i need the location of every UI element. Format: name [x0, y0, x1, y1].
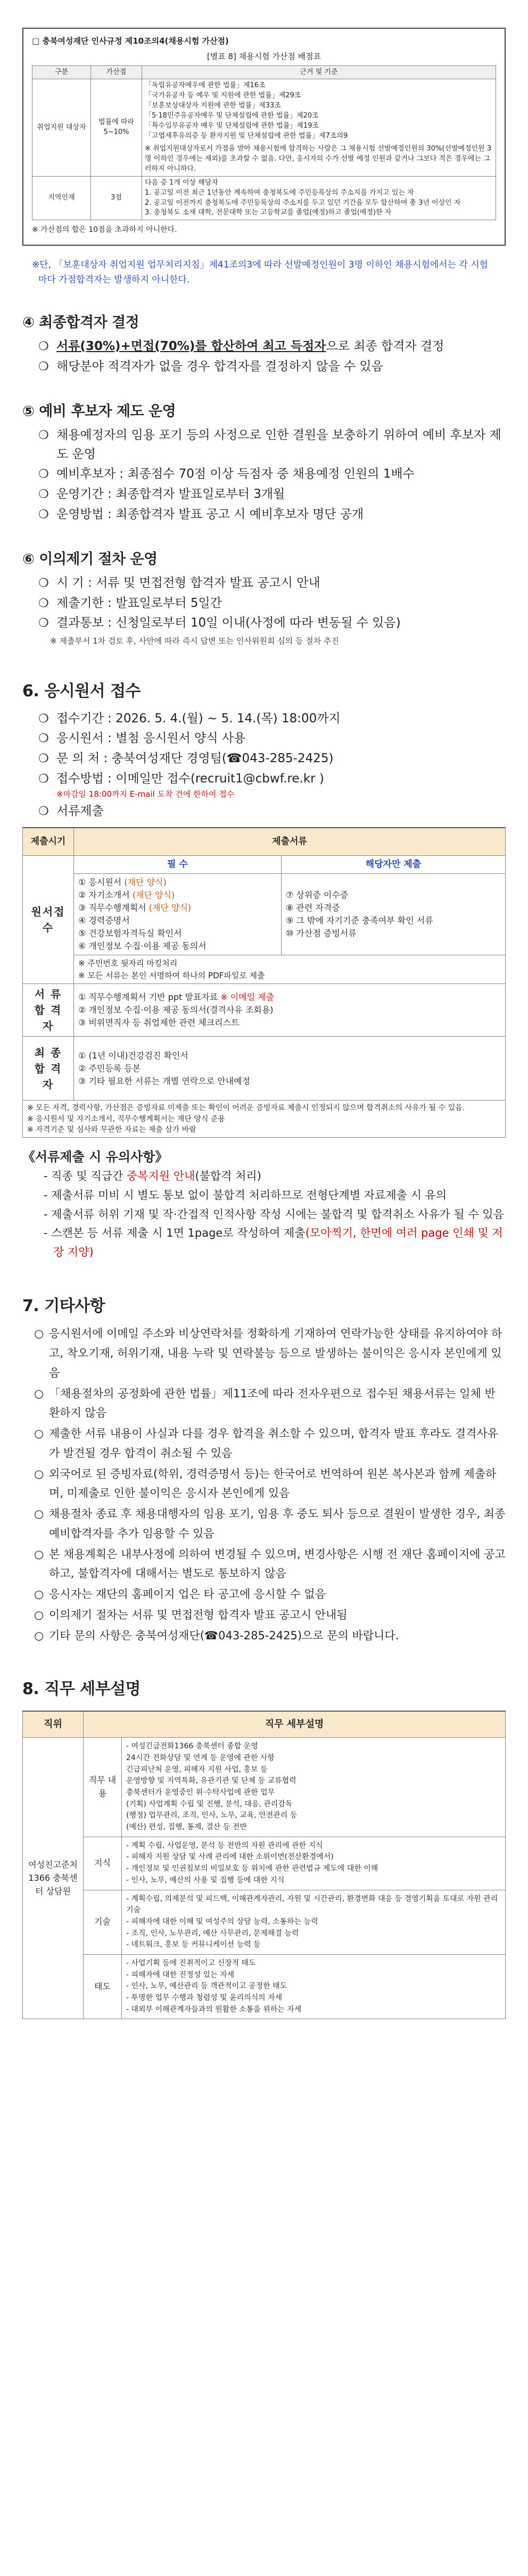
bullet-icon: ❍	[38, 616, 49, 630]
caution-list	[22, 1167, 506, 1262]
reserve-candidate-heading: ⑤ 예비 후보자 제도 운영	[22, 403, 176, 420]
required-doc: ⑤ 건강보험자격득실 확인서	[78, 928, 182, 939]
ref-row-points: 3점	[91, 176, 142, 220]
reserve-item-text: 채용예정자의 임용 포기 등의 사정으로 인한 결원을 보충하기 위하여 예비 후보자 제도 운영	[56, 428, 501, 461]
applicable-docs	[282, 874, 506, 955]
bullet-icon: ○	[34, 1629, 44, 1642]
applicable-header: 해당자만 제출	[282, 855, 506, 874]
bonus-points-table	[32, 65, 496, 221]
duty-detail: - 계획수립, 의제분석 및 피드백, 이해관계자관리, 자원 및 시간관리, 환경변화 대응 등 경영기획을 토대로 자원 관리 기술 - 피해자에 대한 이해 및 여성주의 상담 능력, 소통하는 능력 - 조직, 인사, 노무관리, 예산 사무관리, 문제해결 능력 - 네트워크, 홍보 등 커뮤니케이션 능력 등	[122, 1890, 506, 1954]
ref-col-basis: 근거 및 기준	[142, 65, 496, 79]
required-doc: ⑥ 개인정보 수집·이용 제공 동의서	[78, 941, 207, 952]
basis-line: 다음 중 1개 이상 해당자	[145, 178, 218, 187]
application-period: 접수기간 : 2026. 5. 4.(월) ~ 5. 14.(목) 18:00까지	[56, 711, 341, 726]
stage-document-pass: 서 류 합 격 자	[23, 984, 74, 1037]
submission-documents-table	[22, 827, 506, 1138]
final-pass-criteria: 서류(30%)+면접(70%)를 합산하여 최고 득점자	[56, 339, 326, 353]
bullet-icon: ❍	[38, 360, 49, 373]
objection-item	[22, 614, 506, 633]
final-pass-heading: ④ 최종합격자 결정	[22, 314, 139, 331]
duty-heading: 8. 직무 세부설명	[22, 1680, 141, 1699]
misc-item: ○ 제출한 서류 내용이 사실과 다를 경우 합격을 취소할 수 있으며, 합격자 발표 후라도 결격사유가 발견될 경우 합격이 취소될 수 있음	[22, 1424, 506, 1463]
duty-detail: - 여성긴급전화1366 충북센터 종합 운영 24시간 전화상담 및 연계 등 운영에 관한 사항 긴급피난처 운영, 피해자 지원 사업, 홍보 등 운영방향 및 지역특화, 유관기관 및 단체 등 교류협력 충북센터가 운영중인 위·수탁사업에 관한 업무 (기획) 사업계획 수립 및 진행, 분석, 대응, 관리감독 (행정) 업무관리, 조직, 인사, 노무, 교육, 안전관리 등 (예산) 편성, 집행, 통제, 결산 등 전반	[122, 1738, 506, 1837]
objection-item	[22, 594, 506, 613]
stage-note: ※ 모든 서류는 본인 서명하여 하나의 PDF파일로 제출	[78, 970, 265, 980]
application-stage-notes	[74, 955, 506, 984]
duty-category: 태도	[84, 1954, 122, 2019]
document-pass-docs	[74, 984, 506, 1037]
duty-category: 기술	[84, 1890, 122, 1954]
bullet-icon: ❍	[38, 752, 49, 766]
duty-category: 직무 내용	[84, 1738, 122, 1837]
deadline-note: ※마감일 18:00까지 E-mail 도착 건에 한하여 접수	[56, 789, 235, 799]
ref-row-category: 지역인재	[32, 176, 91, 220]
col-stage: 제출시기	[23, 828, 74, 855]
misc-item: ○ 외국어로 된 증빙자료(학위, 경력증명서 등)는 한국어로 번역하여 원본 복사본과 함께 제출하며, 미제출로 인한 불이익은 응시자 본인에게 있음	[22, 1464, 506, 1504]
final-pass-docs	[74, 1037, 506, 1101]
ref-row-points: 법률에 따라 5~10%	[91, 79, 142, 177]
applicable-doc: ⑦ 상위증 이수증	[286, 890, 349, 901]
bullet-icon: ❍	[38, 772, 49, 786]
ref-box-title: □ 충북여성재단 인사규정 제10조의4(채용시험 가산점)	[32, 36, 229, 46]
bullet-icon: ❍	[38, 596, 49, 610]
bullet-icon: ○	[34, 1507, 44, 1520]
reserve-item	[22, 465, 506, 484]
col-position: 직위	[23, 1711, 84, 1738]
final-pass-item	[22, 357, 506, 377]
bullet-icon: ○	[34, 1387, 44, 1400]
reserve-item	[22, 426, 506, 464]
ref-row-local-talent	[32, 176, 496, 220]
basis-note: ※ 취업지원대상자로서 가점을 받아 채용시험에 합격하는 사람은 그 채용시험 선발예정인원의 30%(선발예정인원 3명 이하인 경우에는 제외)를 초과할 수 없음. 다만, 응시자의 수가 선발 예정 인원과 같거나 그보다 적은 경우에는 그러하지 아니하다.	[145, 145, 492, 173]
document-pass-doc: ① 직무수행계획서 기반 ppt 발표자료 ※ 이메일 제출	[78, 992, 275, 1003]
caution-heading: 《서류제출 시 유의사항》	[22, 1149, 168, 1165]
ref-row-basis	[142, 176, 496, 220]
ref-row-veterans	[32, 79, 496, 177]
application-form: 응시원서 : 별첨 응시원서 양식 사용	[56, 731, 246, 746]
basis-line: 「5·18민주유공자예우 및 단체설립에 관한 법률」제20조	[145, 111, 319, 120]
bullet-icon: ❍	[38, 577, 49, 590]
required-header: 필 수	[74, 855, 282, 874]
applicable-doc: ⑩ 가산점 증빙서류	[286, 928, 357, 939]
required-docs	[74, 874, 282, 955]
bullet-icon: ○	[34, 1588, 44, 1600]
basis-line: 「특수임무유공자 예우 및 단체설립에 관한 법률」제19조	[145, 121, 319, 130]
reserve-item	[22, 485, 506, 504]
ref-box-subtitle: [별표 8] 채용시험 가산점 배점표	[207, 52, 321, 62]
basis-line: 3. 충청북도 소재 대학, 전문대학 또는 고등학교를 졸업(예정)하고 졸업(예정)한 자	[145, 209, 392, 217]
bullet-icon: ❍	[38, 732, 49, 746]
objection-item-text: 결과통보 : 신청일로부터 10일 이내(사정에 따라 변동될 수 있음)	[56, 616, 401, 630]
misc-item: ○ 이의제기 절차는 서류 및 면접전형 합격자 발표 공고시 안내됨	[22, 1605, 506, 1625]
stage-note: ※ 주민번호 뒷자리 마킹처리	[78, 958, 178, 969]
required-doc: ② 자기소개서 (재단 양식)	[78, 890, 175, 901]
final-pass-text: 해당분야 적격자가 없을 경우 합격자를 결정하지 않을 수 있음	[56, 359, 383, 373]
bullet-icon: ○	[34, 1327, 44, 1340]
objection-note: ※ 제출부서 1차 검토 후, 사안에 따라 즉시 답변 또는 인사위원회 심의 등 절차 추진	[50, 636, 339, 646]
reserve-item	[22, 505, 506, 524]
misc-item: ○ 채용절차 종료 후 채용대행자의 임용 포기, 임용 후 중도 퇴사 등으로 결원이 발생한 경우, 최종 예비합격자를 추가 임용할 수 있음	[22, 1504, 506, 1544]
bullet-icon: ❍	[38, 429, 49, 443]
stage-application: 원서접수	[23, 855, 74, 984]
bullet-icon: ❍	[38, 339, 49, 353]
application-item	[22, 710, 506, 729]
ref-row-category: 취업지원 대상자	[32, 79, 91, 177]
applicable-doc: ⑨ 그 밖에 자기기준 충족여부 확인 서류	[286, 915, 433, 926]
ref-box-footnote: ※ 가산점의 합은 10점을 초과하지 아니한다.	[32, 226, 177, 235]
misc-item: ○ 「채용절차의 공정화에 관한 법률」제11조에 따라 전자우편으로 접수된 채용서류는 일체 반환하지 않음	[22, 1384, 506, 1423]
bullet-icon: ○	[34, 1547, 44, 1561]
basis-line: 「보훈보상대상자 지원에 관한 법률」제33조	[145, 102, 281, 110]
table-footnote: ※ 모든 자격, 경력사항, 가산점은 증빙자료 미제출 또는 확인이 어려운 증빙자료 제출시 인정되지 않으며 합격취소의 사유가 될 수 있음.	[27, 1104, 465, 1113]
duty-category: 지식	[84, 1837, 122, 1890]
ref-col-points: 가산점	[91, 65, 142, 79]
final-pass-text: 으로 최종 합격자 결정	[326, 339, 444, 353]
reserve-item-text: 예비후보자 : 최종점수 70점 이상 득점자 중 채용예정 인원의 1배수	[56, 467, 415, 481]
application-item	[22, 729, 506, 748]
final-pass-doc: ② 주민등록 등본	[78, 1063, 141, 1073]
col-documents: 제출서류	[74, 828, 506, 855]
application-email-link[interactable]: 접수방법 : 이메일만 접수(recruit1@cbwf.re.kr )	[56, 771, 324, 786]
basis-line: 2. 공고일 이전까지 충청북도에 주민등록상의 주소지를 두고 있던 기간을 모두 합산하여 총 3년 이상인 자	[145, 198, 461, 207]
ref-col-category: 구분	[32, 65, 91, 79]
table-footnote: ※ 응시원서 및 자기소개서, 직무수행계획서는 재단 양식 준용	[27, 1114, 225, 1123]
application-heading: 6. 응시원서 접수	[22, 682, 141, 701]
final-pass-item	[22, 337, 506, 356]
bullet-icon: ❍	[38, 468, 49, 481]
basis-line: 「독립유공자예우에 관한 법률」제16조	[145, 81, 266, 90]
basis-line: 「고엽제후유의증 등 환자지원 및 단체설립에 관한 법률」제7조의9	[145, 131, 348, 140]
documents-table-footnotes	[23, 1101, 506, 1138]
col-duty: 직무 세부설명	[84, 1711, 506, 1738]
application-item	[22, 749, 506, 769]
caution-line: - 직종 및 직급간 중복지원 안내(불합격 처리)	[44, 1170, 261, 1183]
objection-heading: ⑥ 이의제기 절차 운영	[22, 551, 158, 568]
document-pass-doc: ③ 비위면직자 등 취업제한 관련 체크리스트	[78, 1018, 240, 1028]
duty-detail: - 사업기획 등에 진취적이고 신장적 태도 - 피해자에 대한 진정성 있는 자세 - 인사, 노무, 예산관리 등 객관적이고 공정한 태도 - 투명한 업무 수행과 청렴성 및 윤리의식의 자세 - 대외부 이해관계자들과의 원활한 소통을 위하는 자세	[122, 1954, 506, 2019]
misc-heading: 7. 기타사항	[22, 1296, 105, 1315]
position-name: 여성친고준처1366 충북센터 상담원	[23, 1738, 84, 2019]
document-pass-doc: ② 개인정보 수집·이용 제공 동의서(결격사유 조회용)	[78, 1005, 274, 1015]
ref-row-basis	[142, 79, 496, 177]
final-pass-doc: ① (1년 이내)건강검진 확인서	[78, 1050, 188, 1061]
misc-item: ○ 응시원서에 이메일 주소와 비상연락처를 정확하게 기재하여 연락가능한 상태를 유지하여야 하고, 착오기재, 허위기재, 내용 누락 및 연락불능 등으로 발생하는 불이익은 응시자 본인에게 있음	[22, 1324, 506, 1382]
required-doc: ④ 경력증명서	[78, 915, 130, 926]
required-doc: ③ 직무수행계획서 (재단 양식)	[78, 903, 192, 913]
misc-item: ○ 기타 문의 사항은 충북여성재단(☎043-285-2425)으로 문의 바랍니다.	[22, 1626, 506, 1646]
bullet-icon: ○	[34, 1467, 44, 1480]
applicable-doc: ⑧ 관련 자격증	[286, 903, 340, 913]
table-footnote: ※ 자격기준 및 심사와 무관한 자료는 제출 삼가 바람	[27, 1125, 196, 1134]
bullet-icon: ○	[34, 1427, 44, 1440]
bullet-icon: ❍	[38, 804, 49, 818]
basis-line: 「국가유공자 등 예우 및 지원에 관한 법률」제29조	[145, 91, 301, 100]
misc-item: ○ 본 채용계획은 내부사정에 의하여 변경될 수 있으며, 변경사항은 시행 전 재단 홈페이지에 공고하고, 불합격자에 대해서는 별도로 통보하지 않음	[22, 1545, 506, 1584]
basis-line: 1. 공고일 이전 최근 1년동안 계속하여 충청북도에 주민등록상의 주소지를 가지고 있는 자	[145, 188, 414, 197]
required-doc: ① 응시원서 (재단 양식)	[78, 877, 167, 888]
application-item[interactable]	[22, 770, 506, 789]
caution-line: - 제출서류 허위 기재 및 작·간접적 인적사항 작성 시에는 불합격 및 합격취소 사유가 될 수 있음	[44, 1207, 504, 1221]
objection-item-text: 제출기한 : 발표일로부터 5일간	[56, 596, 222, 610]
objection-item	[22, 574, 506, 593]
bullet-icon: ❍	[38, 712, 49, 726]
reserve-item-text: 운영기간 : 최종합격자 발표일로부터 3개월	[56, 487, 285, 501]
duty-detail: - 계획 수립, 사업운영, 분석 등 전반의 자원 관리에 관한 지식 - 피해자 지원 상담 및 사례 관리에 대한 소위이면(전산환경에서) - 개인정보 및 인권침보의 비밀보호 등 위치에 관한 관련법규 제도에 대한 이해 - 인사, 노무, 예산의 사용 및 집행 등에 대한 지식	[122, 1837, 506, 1890]
bonus-points-reference-box	[22, 28, 506, 246]
objection-item-text: 시 기 : 서류 및 면접전형 합격자 발표 공고시 안내	[56, 576, 320, 590]
application-item	[22, 802, 506, 821]
application-contact: 문 의 처 : 충북여성재단 경영팀(☎043-285-2425)	[56, 752, 334, 766]
caution-line: - 제출서류 미비 시 별도 통보 없이 불합격 처리하므로 전형단계별 자료제출 시 유의	[44, 1189, 447, 1202]
reserve-item-text: 운영방법 : 최종합격자 발표 공고 시 예비후보자 명단 공개	[56, 507, 364, 521]
duty-description-table	[22, 1711, 506, 2020]
documents-label: 서류제출	[56, 804, 104, 818]
bullet-icon: ❍	[38, 507, 49, 521]
misc-item: ○ 응시자는 재단의 홈페이지 업은 타 공고에 응시할 수 없음	[22, 1585, 506, 1604]
caution-line: - 스캔본 등 서류 제출 시 1면 1page로 작성하여 제출(모아찍기, 한면에 여러 page 인쇄 및 저장 지양)	[44, 1227, 503, 1259]
bullet-icon: ○	[34, 1608, 44, 1621]
bullet-icon: ❍	[38, 487, 49, 501]
veterans-exception-note: ※단, 「보훈대상자 취업지원 업무처리지침」제41조의3에 따라 선발예정인원이 3명 이하인 채용시험에서는 각 시험마다 가점합격자는 발생하지 아니한다.	[32, 260, 489, 286]
stage-final-pass: 최 종 합 격 자	[23, 1037, 74, 1101]
final-pass-doc: ③ 기타 필요한 서류는 개별 연락으로 안내예정	[78, 1076, 251, 1086]
